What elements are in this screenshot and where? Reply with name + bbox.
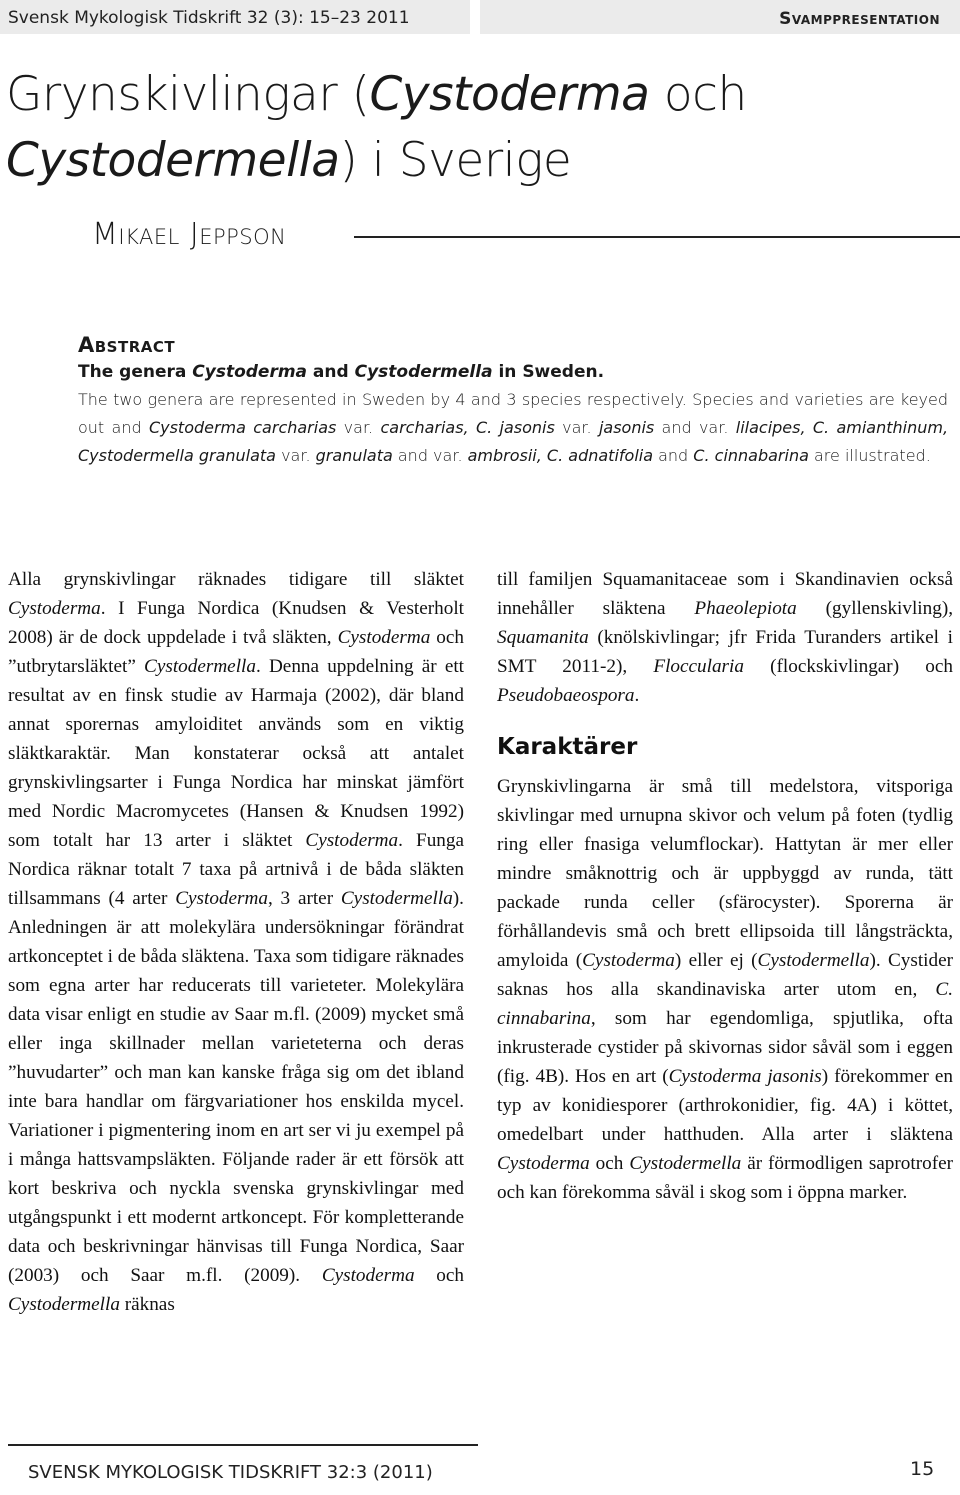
body-text: ). Cystider saknas hos alla skandinaviska arter utom en, bbox=[497, 950, 953, 1000]
abstract-text: var. bbox=[336, 418, 381, 437]
abstract-taxon: ambrosii, C. adnatifolia bbox=[467, 446, 654, 465]
body-text: och bbox=[589, 1153, 630, 1174]
author-name: Mikael Jeppson bbox=[92, 217, 287, 252]
body-taxon: Cystoderma bbox=[321, 1265, 415, 1286]
body-text: , som har egendomliga, spjutlika, ofta inkrusterade cystider på skivornas sidor såväl som i eggen (fig. 4B). Hos en art ( bbox=[497, 1008, 953, 1087]
body-text: och ”utbrytarsläktet” bbox=[8, 627, 464, 677]
abstract-taxon: jasonis bbox=[598, 418, 655, 437]
body-taxon: Phaeolepiota bbox=[694, 598, 797, 619]
abstract-taxon: granulata bbox=[315, 446, 393, 465]
body-taxon: Cystodermella bbox=[340, 888, 453, 909]
body-text: (flockskivlingar) och bbox=[743, 656, 953, 677]
family-paragraph bbox=[497, 565, 953, 710]
abstract-text: var. bbox=[554, 418, 599, 437]
body-text: . bbox=[634, 685, 640, 706]
abstract-text: and var. bbox=[654, 418, 736, 437]
abstract-taxon: Cystoderma carcharias bbox=[148, 418, 337, 437]
body-text: (gyllenskivling), bbox=[796, 598, 954, 619]
body-text: och bbox=[414, 1265, 464, 1286]
abstract-text: and var. bbox=[392, 446, 468, 465]
body-text: (knölskivlingar; jfr Frida Turanders artikel i SMT 2011-2), bbox=[497, 627, 953, 677]
abstract-text: are illustrated. bbox=[808, 446, 931, 465]
abstract-subtitle-text: in Sweden. bbox=[492, 362, 605, 382]
author-rule bbox=[354, 236, 960, 238]
body-text: . Funga Nordica räknar totalt 7 taxa på artnivå i de båda släkten tillsammans (4 arter bbox=[8, 830, 464, 909]
body-text: Grynskivlingarna är små till medelstora, vitsporiga skivlingar med urnupna skivor och velum på foten (tydlig ring eller fnasiga velumflockar). Hattytan är mer eller mindre småknottrig och är uppbyggd av runda, tätt packade runda celler (sfärocyster). Sporerna är förhållandevis små och brett ellipsoida till långsträckta, amyloida ( bbox=[497, 776, 953, 971]
characters-paragraph bbox=[497, 772, 953, 1207]
article-title bbox=[6, 62, 946, 194]
body-text: . Denna uppdelning är ett resultat av en finsk studie av Harmaja (2002), där bland annat sporernas amyloiditet används som en viktig släktkaraktär. Man konstaterar också att antalet grynskivlingsarter i Funga Nordica har minskat jämfört med Nordic Macromycetes (Hansen & Knudsen 1992) som totalt har 13 arter i släktet bbox=[8, 656, 464, 851]
body-taxon: Cystodermella bbox=[8, 1294, 120, 1315]
body-taxon: Floccularia bbox=[653, 656, 744, 677]
author-row bbox=[92, 212, 960, 262]
section-heading-karaktarer: Karaktärer bbox=[497, 734, 638, 760]
abstract-text: var. bbox=[275, 446, 316, 465]
body-taxon: Cystoderma bbox=[582, 950, 675, 971]
body-column-left bbox=[8, 565, 464, 1319]
body-text: till familjen Squamanitaceae som i Skandinavien också innehåller släktena bbox=[497, 569, 953, 619]
body-text: räknas bbox=[119, 1294, 175, 1315]
abstract-subtitle bbox=[78, 358, 948, 386]
body-taxon: Cystoderma bbox=[8, 598, 101, 619]
abstract-text: and bbox=[653, 446, 694, 465]
intro-paragraph bbox=[8, 565, 464, 1319]
abstract-heading: Abstract bbox=[78, 333, 176, 357]
running-header-section: Svamppresentation bbox=[480, 0, 960, 34]
body-taxon: Cystoderma bbox=[305, 830, 399, 851]
page-number: 15 bbox=[910, 1458, 935, 1480]
body-taxon: Pseudobaeospora bbox=[497, 685, 635, 706]
running-header-citation: Svensk Mykologisk Tidskrift 32 (3): 15–23 2011 bbox=[0, 0, 470, 34]
abstract-subtitle-text: and bbox=[307, 362, 355, 382]
body-text: är förmodligen saprotrofer och kan förekomma såväl i skog som i öppna marker. bbox=[497, 1153, 953, 1203]
title-genus1: Cystoderma bbox=[369, 67, 650, 122]
abstract-taxon: carcharias, C. jasonis bbox=[380, 418, 555, 437]
body-text: , 3 arter bbox=[267, 888, 341, 909]
body-taxon: C. cinnabarina bbox=[497, 979, 953, 1029]
body-taxon: Cystodermella bbox=[757, 950, 870, 971]
title-part2: och bbox=[649, 67, 747, 122]
body-taxon: Cystoderma bbox=[497, 1153, 590, 1174]
body-text: ). Anledningen är att molekylära undersökningar förändrat artkonceptet i de båda släktena. Taxa som tidigare räknades som egna arter har reducerats till varieteter. Molekylära data visar enligt en studie av Saar m.fl. (2009) mycket små eller inga skillnader mellan varieteterna och deras ”huvudarter” och man kan kanske fråga sig om det ibland inte bara handlar om färgvariationer hos enskilda mycel. Variationer i pigmentering inom en art ser vi ju exempel på i många hattsvampsläkten. Följande rader är ett försök att kort beskriva och nyckla svenska grynskivlingar med utgångspunkt i ett modernt artkoncept. För kompletterande data och beskrivningar hänvisas till Funga Nordica, Saar (2003) och Saar m.fl. (2009). bbox=[8, 888, 464, 1286]
abstract-text: The two genera are represented in Sweden by 4 and 3 species respectively. Species and varieties are keyed out and bbox=[78, 390, 948, 437]
title-genus2: Cystodermella bbox=[6, 133, 340, 188]
body-text: ) eller ej ( bbox=[674, 950, 758, 971]
body-taxon: Cystodermella bbox=[144, 656, 256, 677]
title-part1: Grynskivlingar ( bbox=[6, 67, 370, 122]
body-text: ) förekommer en typ av konidiesporer (arthrokonidier, fig. 4A) i köttet, omedelbart under hatthuden. Alla arter i släktena bbox=[497, 1066, 953, 1145]
body-taxon: Cystoderma bbox=[337, 627, 431, 648]
abstract-subtitle-genus1: Cystoderma bbox=[192, 362, 308, 382]
abstract-taxon: C. cinnabarina bbox=[693, 446, 809, 465]
body-taxon: Cystoderma bbox=[175, 888, 268, 909]
abstract-body bbox=[78, 386, 948, 470]
title-part3: ) i Sverige bbox=[339, 133, 572, 188]
abstract-taxon: lilacipes, C. amianthinum, Cystodermella granulata bbox=[78, 418, 949, 465]
footer-journal: SVENSK MYKOLOGISK TIDSKRIFT 32:3 (2011) bbox=[28, 1462, 433, 1483]
abstract bbox=[78, 332, 948, 470]
body-column-right bbox=[497, 565, 953, 1207]
abstract-subtitle-genus2: Cystodermella bbox=[354, 362, 493, 382]
body-taxon: Squamanita bbox=[497, 627, 589, 648]
abstract-subtitle-text: The genera bbox=[78, 362, 193, 382]
body-taxon: Cystoderma jasonis bbox=[668, 1066, 822, 1087]
body-text: . I Funga Nordica (Knudsen & Vesterholt 2008) är de dock uppdelade i två släkten, bbox=[8, 598, 464, 648]
footer-rule bbox=[8, 1444, 478, 1446]
body-taxon: Cystodermella bbox=[629, 1153, 742, 1174]
body-text: Alla grynskivlingar räknades tidigare till släktet bbox=[8, 569, 464, 590]
